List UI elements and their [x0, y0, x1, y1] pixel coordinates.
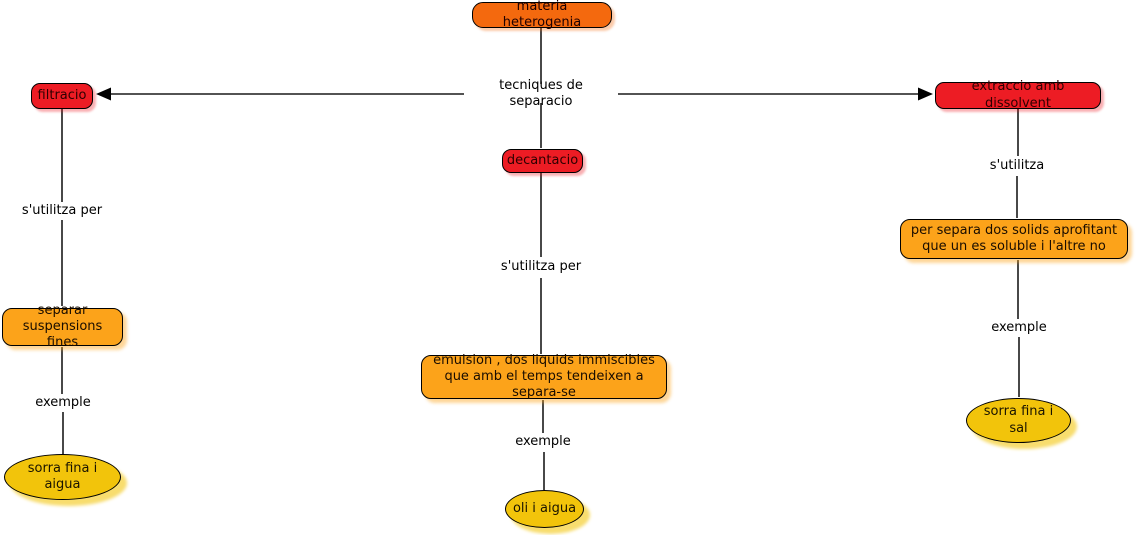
- arrowhead-left: [96, 88, 111, 101]
- concept-oli-i-aigua[interactable]: oli i aigua: [505, 490, 584, 528]
- concept-separar-suspensions-fines[interactable]: separar suspensions fines: [2, 308, 123, 346]
- concept-decantacio[interactable]: decantacio: [502, 149, 583, 173]
- concept-per-separa-dos-solids[interactable]: per separa dos solids aprofitant que un es soluble i l'altre no: [900, 219, 1128, 259]
- linking-phrase-exemple-right[interactable]: exemple: [987, 320, 1051, 336]
- concept-sorra-fina-i-sal[interactable]: sorra fina i sal: [966, 398, 1071, 443]
- linking-phrase-tecniques-de-separacio[interactable]: tecniques de separacio: [464, 85, 618, 103]
- concept-filtracio[interactable]: filtracio: [31, 83, 93, 109]
- concept-emulsion-dos-liquids[interactable]: emulsion , dos liquids immiscibles que amb el temps tendeixen a separa-se: [421, 355, 667, 399]
- linking-phrase-sutilitza-right[interactable]: s'utilitza: [981, 158, 1053, 174]
- linking-phrase-sutilitza-per-left[interactable]: s'utilitza per: [16, 203, 108, 219]
- concept-sorra-fina-i-aigua[interactable]: sorra fina i aigua: [4, 454, 121, 500]
- linking-phrase-sutilitza-per-center[interactable]: s'utilitza per: [495, 259, 587, 275]
- concept-materia-heterogenia[interactable]: materia heterogenia: [472, 2, 612, 28]
- arrowhead-right: [918, 88, 933, 101]
- concept-extraccio-amb-dissolvent[interactable]: extraccio amb dissolvent: [935, 82, 1101, 109]
- linking-phrase-exemple-left[interactable]: exemple: [31, 395, 95, 411]
- linking-phrase-exemple-center[interactable]: exemple: [511, 434, 575, 450]
